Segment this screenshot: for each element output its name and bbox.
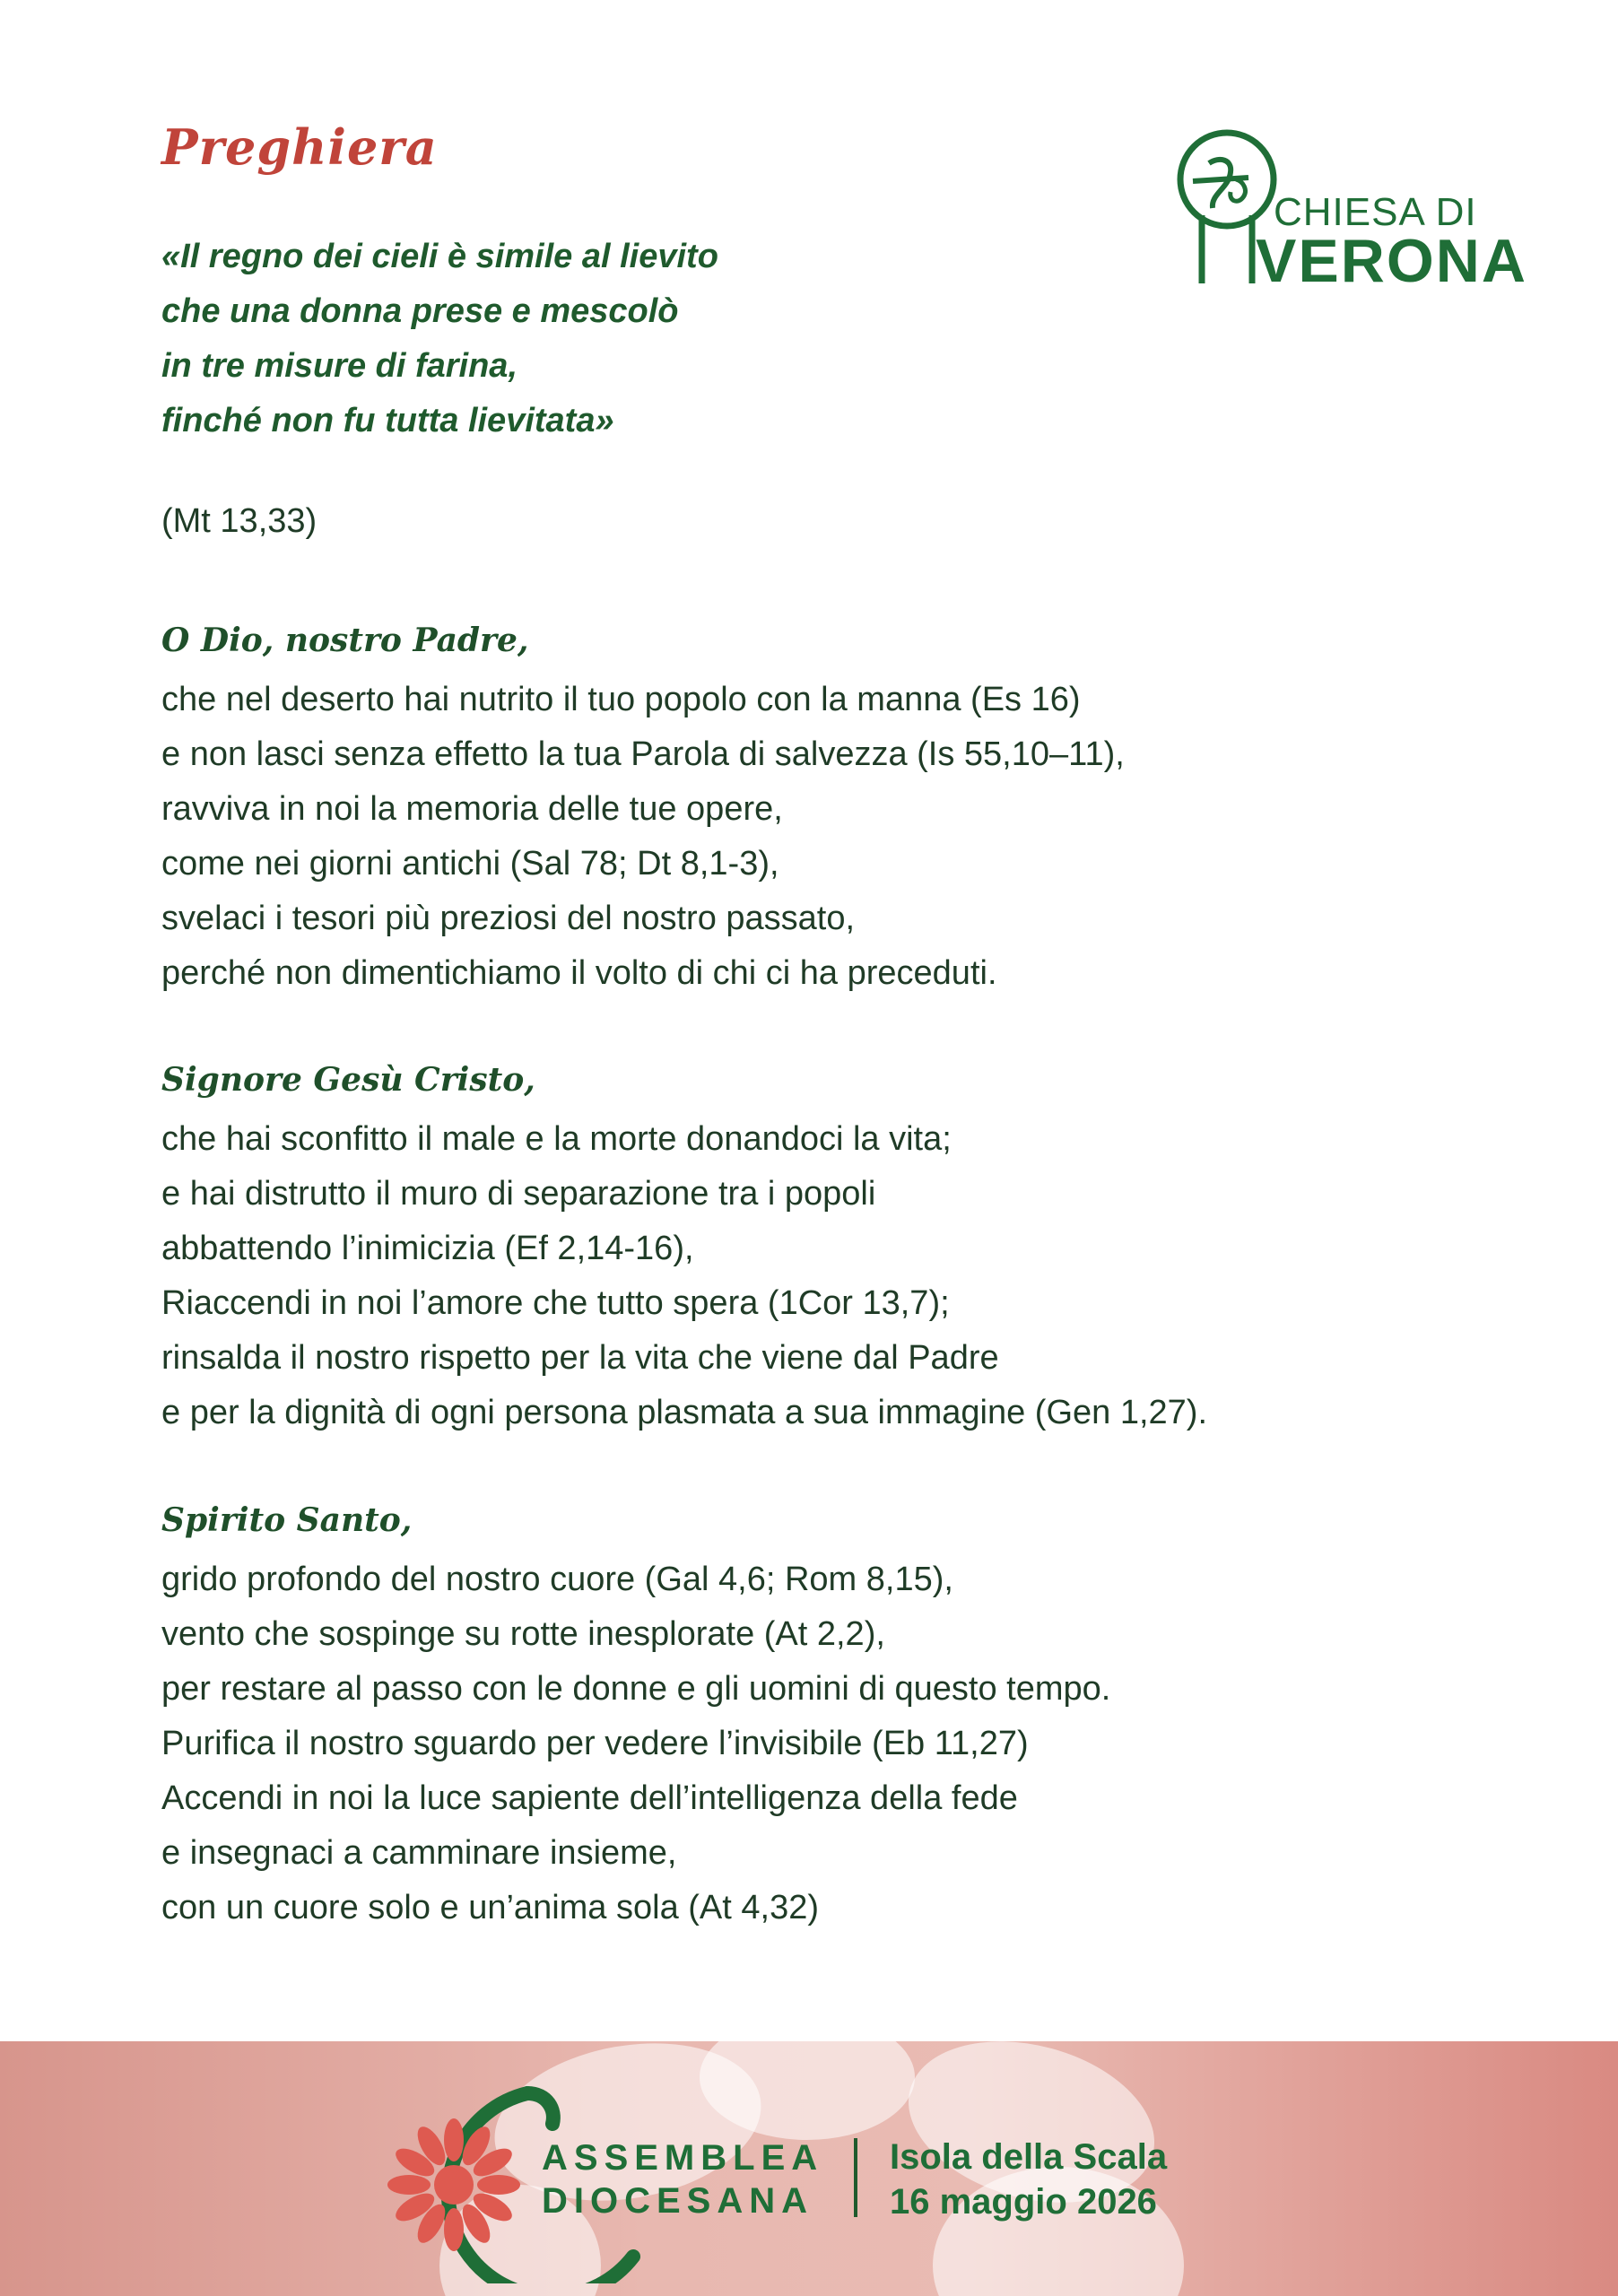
stanza-line: vento che sospinge su rotte inesplorate (At 2,2), bbox=[161, 1615, 885, 1653]
stanza-line: e insegnaci a camminare insieme, bbox=[161, 1834, 677, 1872]
assembly-line-1: ASSEMBLEA bbox=[542, 2138, 824, 2178]
stanza-line: perché non dimentichiamo il volto di chi ci ha preceduti. bbox=[161, 954, 997, 992]
scripture-quote bbox=[161, 230, 969, 448]
stanza-line: con un cuore solo e un’anima sola (At 4,32) bbox=[161, 1889, 819, 1926]
logo-line-1: CHIESA DI bbox=[1274, 190, 1477, 234]
stanza-line: e non lasci senza effetto la tua Parola di salvezza (Is 55,10–11), bbox=[161, 735, 1125, 773]
stanza-line: come nei giorni antichi (Sal 78; Dt 8,1-3), bbox=[161, 845, 779, 883]
stanza-line: che hai sconfitto il male e la morte donandoci la vita; bbox=[161, 1120, 952, 1158]
quote-line: finché non fu tutta lievitata» bbox=[161, 402, 614, 439]
stanza-line: e per la dignità di ogni persona plasmata a sua immagine (Gen 1,27). bbox=[161, 1394, 1208, 1431]
quote-line: che una donna prese e mescolò bbox=[161, 292, 679, 330]
stanza-line: rinsalda il nostro rispetto per la vita che viene dal Padre bbox=[161, 1339, 999, 1377]
footer-banner bbox=[0, 2041, 1618, 2296]
stanza-line: Purifica il nostro sguardo per vedere l’invisibile (Eb 11,27) bbox=[161, 1725, 1029, 1762]
stanza-line: per restare al passo con le donne e gli uomini di questo tempo. bbox=[161, 1670, 1111, 1708]
stanza-line: e hai distrutto il muro di separazione tra i popoli bbox=[161, 1175, 876, 1213]
assembly-line-2: DIOCESANA bbox=[542, 2181, 814, 2221]
event-details bbox=[890, 2135, 1167, 2224]
stanza-line: ravviva in noi la memoria delle tue opere, bbox=[161, 790, 783, 828]
prayer-stanza-spirit bbox=[161, 1497, 1462, 1935]
prayer-stanza-son bbox=[161, 1057, 1462, 1440]
stanza-heading: Spirito Santo, bbox=[161, 1501, 413, 1539]
stanza-heading: Signore Gesù Cristo, bbox=[161, 1061, 535, 1099]
stanza-line: che nel deserto hai nutrito il tuo popolo con la manna (Es 16) bbox=[161, 681, 1081, 718]
event-date: 16 maggio 2026 bbox=[890, 2182, 1157, 2222]
assembly-title bbox=[542, 2136, 823, 2222]
logo-line-2: VERONA bbox=[1256, 227, 1527, 295]
page-title: Preghiera bbox=[161, 118, 438, 176]
footer-divider bbox=[854, 2138, 857, 2217]
event-place: Isola della Scala bbox=[890, 2137, 1168, 2177]
stanza-line: grido profondo del nostro cuore (Gal 4,6; Rom 8,15), bbox=[161, 1561, 953, 1598]
stanza-line: Riaccendi in noi l’amore che tutto spera (1Cor 13,7); bbox=[161, 1284, 950, 1322]
prayer-stanza-father bbox=[161, 617, 1462, 1001]
scripture-reference: (Mt 13,33) bbox=[161, 502, 318, 540]
quote-line: «Il regno dei cieli è simile al lievito bbox=[161, 238, 718, 275]
quote-line: in tre misure di farina, bbox=[161, 347, 518, 385]
chiesa-di-verona-logo bbox=[1166, 126, 1527, 305]
stanza-line: Accendi in noi la luce sapiente dell’intelligenza della fede bbox=[161, 1779, 1018, 1817]
stanza-line: svelaci i tesori più preziosi del nostro passato, bbox=[161, 900, 856, 937]
stanza-line: abbattendo l’inimicizia (Ef 2,14-16), bbox=[161, 1230, 694, 1267]
stanza-heading: O Dio, nostro Padre, bbox=[161, 622, 529, 659]
